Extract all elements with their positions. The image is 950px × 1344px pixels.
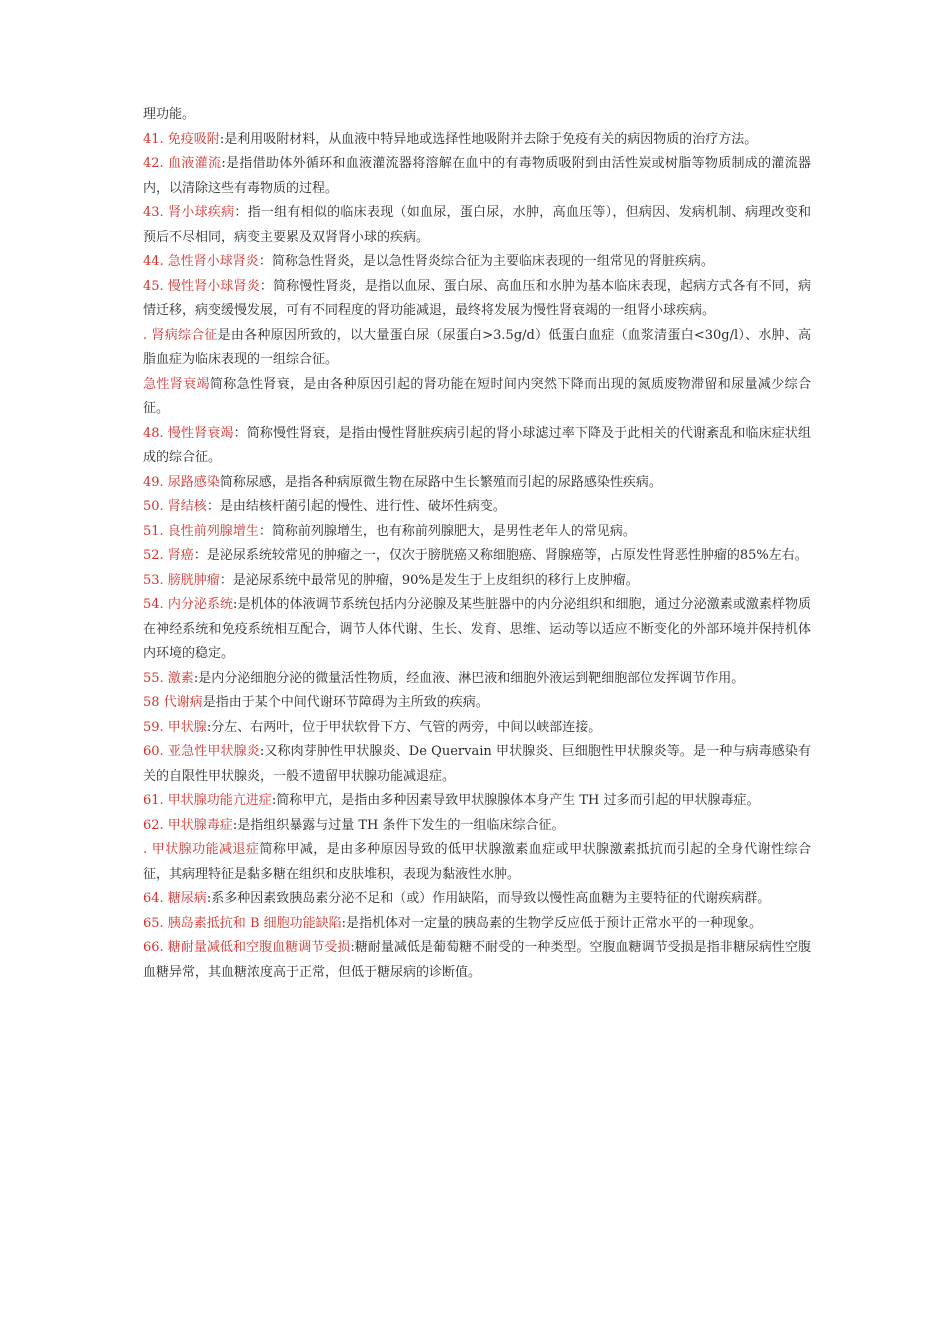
entry-definition: 简称甲减，是由多种原因导致的低甲状腺激素血症或甲状腺激素抵抗而引起的全身代谢性综合征，其病理特征是黏多糖在组织和皮肤堆积，表现为黏液性水肿。 xyxy=(143,842,811,882)
glossary-content xyxy=(143,103,811,985)
entry-term: 41. 免疫吸附 xyxy=(143,131,220,147)
entry-definition: :系多种因素致胰岛素分泌不足和（或）作用缺陷，而导致以慢性高血糖为主要特征的代谢疾病群。 xyxy=(206,891,771,906)
glossary-entry xyxy=(143,593,811,667)
entry-term: 52. 肾癌 xyxy=(143,548,194,563)
glossary-entry xyxy=(143,250,811,275)
glossary-entry xyxy=(143,716,811,741)
entry-definition: 是由各种原因所致的，以大量蛋白尿（尿蛋白>3.5g/d）低蛋白血症（血浆清蛋白<30g/l）、水肿、高脂血症为临床表现的一组综合征。 xyxy=(143,327,812,367)
glossary-entry xyxy=(143,373,811,422)
entry-definition: ：简称急性肾炎，是以急性肾炎综合征为主要临床表现的一组常见的肾脏疾病。 xyxy=(258,254,714,269)
entry-definition: :又称肉芽肿性甲状腺炎、De Quervain 甲状腺炎、巨细胞性甲状腺炎等。是一种与病毒感染有关的自限性甲状腺炎，一般不遗留甲状腺功能减退症。 xyxy=(143,744,812,784)
entry-term: . 甲状腺功能减退症 xyxy=(143,842,260,857)
entry-term: 58 代谢病 xyxy=(143,695,203,710)
entry-term: 43. 肾小球疾病 xyxy=(143,205,235,220)
entry-term: 61. 甲状腺功能亢进症 xyxy=(143,793,272,808)
entry-definition: 简称急性肾衰，是由各种原因引起的肾功能在短时间内突然下降而出现的氮质废物滞留和尿量减少综合征。 xyxy=(143,376,811,416)
glossary-entry xyxy=(143,667,811,692)
glossary-entry xyxy=(143,520,811,545)
glossary-entry xyxy=(143,495,811,520)
glossary-entry xyxy=(143,544,811,569)
entry-definition: :简称甲亢，是指由多种因素导致甲状腺腺体本身产生 TH 过多而引起的甲状腺毒症。 xyxy=(271,793,760,808)
entry-definition: ：指一组有相似的临床表现（如血尿，蛋白尿，水肿，高血压等），但病因、发病机制、病理改变和预后不尽相同，病变主要累及双肾肾小球的疾病。 xyxy=(143,205,811,245)
entry-term: 44. 急性肾小球肾炎 xyxy=(143,254,259,269)
entry-term: 64. 糖尿病 xyxy=(143,891,207,906)
entry-term: 66. 糖耐量减低和空腹血糖调节受损 xyxy=(143,940,351,955)
glossary-entry xyxy=(143,103,811,128)
entry-definition: 理功能。 xyxy=(143,107,196,122)
entry-definition: :是利用吸附材料，从血液中特异地或选择性地吸附并去除于免疫有关的病因物质的治疗方法。 xyxy=(219,131,758,147)
glossary-entry xyxy=(143,569,811,594)
entry-definition: :是指借助体外循环和血液灌流器将溶解在血中的有毒物质吸附到由活性炭或树脂等物质制成的灌流器内，以清除这些有毒物质的过程。 xyxy=(143,156,811,196)
glossary-entry xyxy=(143,740,811,789)
glossary-entry xyxy=(143,128,811,153)
entry-term: 53. 膀胱肿瘤 xyxy=(143,572,220,588)
glossary-entry xyxy=(143,936,811,985)
entry-term: 54. 内分泌系统 xyxy=(143,597,234,612)
entry-definition: ：简称前列腺增生，也有称前列腺肥大，是男性老年人的常见病。 xyxy=(258,523,636,539)
entry-definition: :是指机体对一定量的胰岛素的生物学反应低于预计正常水平的一种现象。 xyxy=(341,915,763,931)
glossary-entry xyxy=(143,324,811,373)
entry-definition: ：简称慢性肾衰，是指由慢性肾脏疾病引起的肾小球滤过率下降及于此相关的代谢紊乱和临床症状组成的综合征。 xyxy=(143,425,811,465)
entry-term: . 肾病综合征 xyxy=(143,327,218,343)
entry-definition: ：是由结核杆菌引起的慢性、进行性、破坏性病变。 xyxy=(206,499,506,514)
entry-term: 59. 甲状腺 xyxy=(143,719,207,735)
glossary-entry xyxy=(143,887,811,912)
entry-definition: :分左、右两叶，位于甲状软骨下方、气管的两旁，中间以峡部连接。 xyxy=(206,719,602,735)
glossary-entry xyxy=(143,814,811,839)
entry-term: 51. 良性前列腺增生 xyxy=(143,523,259,539)
entry-term: 45. 慢性肾小球肾炎 xyxy=(143,278,260,294)
entry-definition: :是内分泌细胞分泌的微量活性物质，经血液、淋巴液和细胞外液运到靶细胞部位发挥调节作用。 xyxy=(193,670,745,686)
entry-term: 48. 慢性肾衰竭 xyxy=(143,425,234,441)
entry-term: 50. 肾结核 xyxy=(143,499,207,514)
glossary-entry xyxy=(143,152,811,201)
entry-definition: ：是泌尿系统较常见的肿瘤之一，仅次于膀胱癌又称细胞癌、肾腺癌等，占原发性肾恶性肿瘤的85%左右。 xyxy=(193,548,808,563)
entry-definition: ：简称慢性肾炎，是指以血尿、蛋白尿、高血压和水肿为基本临床表现，起病方式各有不同，病情迁移，病变缓慢发展，可有不同程度的肾功能减退，最终将发展为慢性肾衰竭的一组肾小球疾病。 xyxy=(143,278,811,318)
entry-term: 49. 尿路感染 xyxy=(143,474,220,490)
glossary-entry xyxy=(143,838,811,887)
entry-term: 急性肾衰竭 xyxy=(143,376,210,392)
glossary-entry xyxy=(143,275,811,324)
glossary-entry xyxy=(143,691,811,716)
entry-definition: :是机体的体液调节系统包括内分泌腺及某些脏器中的内分泌组织和细胞，通过分泌激素或激素样物质在神经系统和免疫系统相互配合，调节人体代谢、生长、发育、思维、运动等以适应不断变化的外部环境并保持机体内环境的稳定。 xyxy=(143,597,811,661)
entry-definition: 是指由于某个中间代谢环节障碍为主所致的疾病。 xyxy=(202,695,489,710)
entry-term: 65. 胰岛素抵抗和 B 细胞功能缺陷 xyxy=(143,915,342,931)
entry-definition: :是指组织暴露与过量 TH 条件下发生的一组临床综合征。 xyxy=(232,817,565,833)
entry-term: 60. 亚急性甲状腺炎 xyxy=(143,744,260,759)
entry-definition: 简称尿感，是指各种病原微生物在尿路中生长繁殖而引起的尿路感染性疾病。 xyxy=(219,474,662,490)
entry-definition: :糖耐量减低是葡萄糖不耐受的一种类型。空腹血糖调节受损是指非糖尿病性空腹血糖异常，其血糖浓度高于正常，但低于糖尿病的诊断值。 xyxy=(143,940,811,980)
entry-definition: ：是泌尿系统中最常见的肿瘤，90%是发生于上皮组织的移行上皮肿瘤。 xyxy=(219,572,639,588)
entry-term: 42. 血液灌流 xyxy=(143,156,222,171)
glossary-entry xyxy=(143,422,811,471)
entry-term: 55. 激素 xyxy=(143,670,194,686)
glossary-entry xyxy=(143,789,811,814)
glossary-entry xyxy=(143,912,811,937)
glossary-entry xyxy=(143,201,811,250)
glossary-entry xyxy=(143,471,811,496)
entry-term: 62. 甲状腺毒症 xyxy=(143,817,233,833)
